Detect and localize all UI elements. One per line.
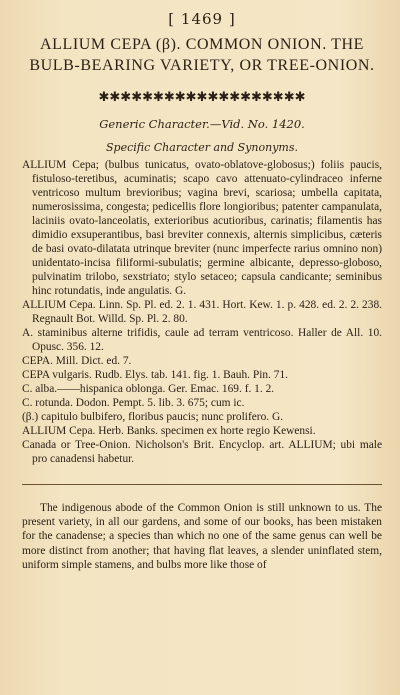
synonym-entry: ALLIUM Cepa. Linn. Sp. Pl. ed. 2. 1. 431. Hort. Kew. 1. p. 428. ed. 2. 2. 238. Regnault Bot. Willd. Sp. Pl. 2. 80. <box>22 299 382 325</box>
synonym-entry: Canada or Tree-Onion. Nicholson's Brit. Encyclop. art. ALLIUM; ubi male pro canadensi habetur. <box>22 439 382 465</box>
section-divider <box>22 484 382 485</box>
page-number: [ 1469 ] <box>168 10 236 28</box>
generic-character: Generic Character.—Vid. No. 1420. <box>99 117 305 131</box>
body-paragraph: The indigenous abode of the Common Onion is still unknown to us. The present variety, in all our gardens, and some of our books, has been mistaken for the canadense; a species than which no one of the same genus can well be more distinct from another; that having flat leaves, a slender uninflated stem, uniform simple stamens, and bulbs more like those of <box>22 502 382 571</box>
synonym-entry: ALLIUM Cepa. Herb. Banks. specimen ex horte regio Kewensi. <box>22 425 316 437</box>
synonym-entry: (β.) capitulo bulbifero, floribus paucis; nunc prolifero. G. <box>22 411 284 423</box>
page-title-line-2: BULB-BEARING VARIETY, OR TREE-ONION. <box>29 57 375 74</box>
specific-heading: Specific Character and Synonyms. <box>106 141 298 154</box>
page-title-line-1: ALLIUM CEPA (β). COMMON ONION. THE <box>39 36 365 53</box>
synonym-entry: CEPA. Mill. Dict. ed. 7. <box>22 355 132 367</box>
ornament-divider: ✱✱✱✱✱✱✱✱✱✱✱✱✱✱✱✱✱✱✱ <box>98 90 306 105</box>
synonym-entry: C. rotunda. Dodon. Pempt. 5. lib. 3. 675; cum ic. <box>22 397 245 409</box>
synonym-entry: CEPA vulgaris. Rudb. Elys. tab. 141. fig. 1. Bauh. Pin. 71. <box>22 369 289 381</box>
synonyms-block <box>22 158 382 466</box>
synonym-entry: A. staminibus alterne trifidis, caule ad terram ventricoso. Haller de All. 10. Opusc. 356. 12. <box>22 327 382 353</box>
synonym-entry: C. alba.——hispanica oblonga. Ger. Emac. 169. f. 1. 2. <box>22 383 275 395</box>
synonym-entry: ALLIUM Cepa; (bulbus tunicatus, ovato-oblatove-globosus;) foliis paucis, fistuloso-teretibus, acuminatis; scapo cavo attenuato-cylindraceo inferne ventricoso multum brevioribus; vagina brevi, scariosa; umbella capitata, numerosissima, congesta; pedicellis flore longioribus; patenter campanulata, laciniis ovato-lanceolatis, exterioribus acutioribus, carinatis; filamentis has dimidio exsuperantibus, basi breviter connexis, alternis simplicibus, cæteris de basi ovato-dilatata utrinque breviter (nunc imperfecte rarius omnino non) unidentato-incisa filiformi-subulatis; germine albicante, depresso-globoso, pulvinatim trilobo, sexstriato; stylo setaceo; capsula candicante; seminibus hinc rotundatis, inde angulatis. G. <box>22 159 382 297</box>
